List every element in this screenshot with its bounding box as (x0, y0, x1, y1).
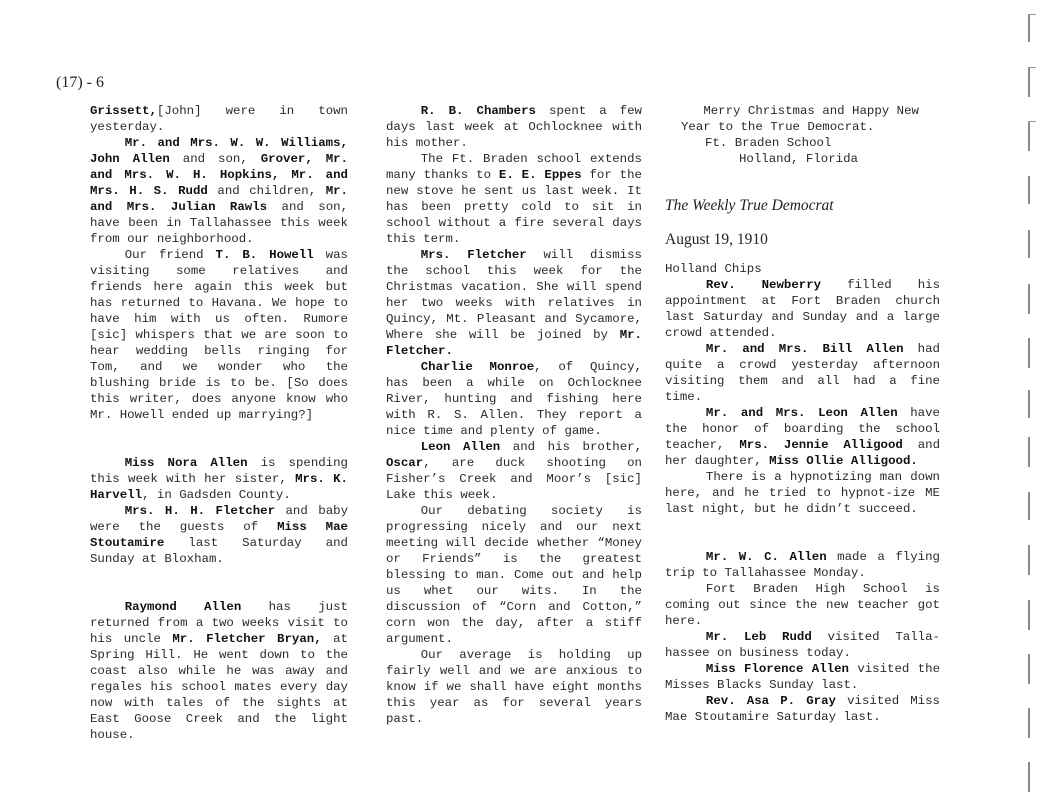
text: Our average is holding up fairly well and we are anxious to know if we shall have eight months this year as for several years past. (386, 648, 642, 726)
text: [John] were in town yesterday. (90, 104, 348, 134)
text: Our debating society is progressing nicely and our next meeting will decide whether “Money or Friends” is the greatest blessing to man. Come out and help us whet our wits. In the discussion of “Corn and Cotton,” corn won the day, after a stiff argument. (386, 504, 642, 646)
paragraph (665, 549, 940, 581)
text: was visiting some relatives and friends here again this week but has returned to Havana. We hope to have him with us often. Rumore [sic] whispers that we are soon to hear wedding bells ringing for Tom, and we wonder who the blushing bride is to be. [So does this writer, does anyone know who Mr. Howell ended up marrying?] (90, 248, 348, 422)
bold-name: Charlie Monroe (420, 360, 535, 374)
column-1 (90, 103, 348, 743)
binder-mark (1028, 14, 1030, 42)
column-3 (665, 103, 940, 725)
paragraph (386, 103, 642, 151)
paragraph (665, 277, 940, 341)
text: for the new stove he sent us last week. It has been pretty cold to sit in school without a fire several days this term. (386, 168, 642, 246)
bold-name: Mr. W. C. Allen (705, 550, 827, 564)
text: had quite a crowd yesterday afternoon visiting them and all had a fine time. (665, 342, 940, 404)
bold-name: Miss Nora Allen (124, 456, 248, 470)
bold-name: Rev. Asa P. Gray (705, 694, 836, 708)
binder-mark (1028, 762, 1030, 792)
paragraph (665, 405, 940, 469)
text: and his brother, (500, 440, 643, 454)
bold-name: Oscar (386, 456, 424, 470)
bold-name: R. B. Chambers (420, 104, 536, 118)
paragraph (665, 661, 940, 693)
section-heading: Holland Chips (665, 262, 762, 276)
text: filled his appointment at Fort Braden church last Saturday and Sunday and a large crowd attended. (665, 278, 940, 340)
publication-title: The Weekly True Democrat (665, 197, 834, 214)
bold-name: Mr. Leb Rudd (705, 630, 812, 644)
bold-name: Miss Mae Stoutamire (90, 520, 348, 550)
paragraph (386, 503, 642, 647)
text: There is a hypnotizing man down here, and he tried to hypnot-ize ME last night, but he didn’t succeed. (665, 470, 940, 516)
text: and her daughter, (665, 438, 941, 468)
text: is spending this week with her sister, (90, 456, 348, 486)
bold-name: Mr. and Mrs. Leon Allen (705, 406, 898, 420)
bold-name: Mrs. H. H. Fletcher (124, 504, 276, 518)
text: will dismiss the school this week for the Christmas vacation. She will spend her two weeks with relatives in Quincy, Mt. Pleasant and Sycamore, Where she will be joined by (386, 248, 642, 342)
binder-mark (1028, 545, 1030, 575)
binder-mark (1028, 708, 1030, 738)
paragraph (386, 151, 642, 247)
bold-name: Mr. Fletcher. (386, 328, 642, 358)
bold-name: Mr. Fletcher Bryan, (172, 632, 322, 646)
bold-name: Grissett, (90, 104, 157, 118)
bold-name: John Allen (90, 152, 170, 166)
signature-school: Ft. Braden School (705, 136, 832, 150)
paragraph (90, 455, 348, 503)
bold-name: Miss Ollie Alligood. (769, 454, 918, 468)
bold-name: Mrs. Jennie Alligood (739, 438, 903, 452)
bold-name: Mr. and Mrs. Bill Allen (705, 342, 904, 356)
text: and children, (207, 184, 326, 198)
binder-mark (1028, 654, 1030, 684)
text: visited the Misses Blacks Sunday last. (665, 662, 941, 692)
bold-name: Grover, Mr. and Mrs. W. H. Hopkins, Mr. and Mrs. H. S. Rudd (90, 152, 349, 198)
text: have the honor of boarding the school teacher, (665, 406, 940, 452)
page-number: (17) - 6 (56, 74, 104, 91)
binder-mark (1028, 390, 1030, 418)
bold-name: Raymond Allen (124, 600, 242, 614)
paragraph (386, 359, 642, 439)
bold-name: Leon Allen (420, 440, 501, 454)
paragraph (90, 503, 348, 567)
paragraph (665, 629, 940, 661)
text: at Spring Hill. He went down to the coast also while he was away and regales his school mates every day now with tales of the sights at East Goose Creek and the light house. (90, 632, 348, 742)
paragraph (665, 693, 940, 725)
binder-mark (1028, 67, 1030, 97)
bold-name: Mr. and Mrs. Julian Rawls (90, 184, 348, 214)
text: visited Miss Mae Stoutamire Saturday last. (665, 694, 940, 724)
text: and son, (169, 152, 261, 166)
greeting: Merry Christmas and Happy New Year to the True Democrat. (681, 104, 919, 134)
paragraph (90, 599, 348, 743)
text: , in Gadsden County. (142, 488, 291, 502)
column-2 (386, 103, 642, 727)
binder-mark (1028, 176, 1030, 204)
text: The Ft. Braden school extends many thanks to (386, 152, 642, 182)
binder-mark (1028, 230, 1030, 258)
binder-mark (1028, 284, 1030, 314)
paragraph (665, 581, 940, 629)
bold-name: Rev. Newberry (705, 278, 822, 292)
bold-name: Mrs. K. Harvell (90, 472, 348, 502)
binder-mark (1028, 338, 1030, 368)
paragraph (386, 647, 642, 727)
paragraph (665, 469, 940, 517)
paragraph (90, 103, 348, 135)
paragraph (90, 135, 348, 247)
text: Our friend (124, 248, 216, 262)
text: Fort Braden High School is coming out since the new teacher got here. (665, 582, 940, 628)
paragraph (90, 247, 348, 423)
text: made a flying trip to Tallahassee Monday. (665, 550, 940, 580)
signature-place: Holland, Florida (739, 152, 858, 166)
bold-name: T. B. Howell (215, 248, 314, 262)
bold-name: E. E. Eppes (498, 168, 582, 182)
binder-mark (1028, 492, 1030, 520)
text: spent a few days last week at Ochlocknee with his mother. (386, 104, 642, 150)
paragraph (386, 439, 642, 503)
bold-name: Miss Florence Allen (705, 662, 849, 676)
binder-mark (1028, 121, 1030, 151)
bold-name: Mr. and Mrs. W. W. Williams, (124, 136, 348, 150)
publication-date: August 19, 1910 (665, 231, 768, 248)
text: , of Quincy, has been a while on Ochlocknee River, hunting and fishing here with R. S. Allen. They report a nice time and plenty of game. (386, 360, 642, 438)
paragraph (386, 247, 642, 359)
bold-name: Mrs. Fletcher (420, 248, 527, 262)
binder-mark (1028, 437, 1030, 467)
paragraph (665, 341, 940, 405)
text: and son, have been in Tallahassee this week from our neighborhood. (90, 200, 348, 246)
text: has just returned from a two weeks visit to his uncle (90, 600, 348, 646)
text: and baby were the guests of (90, 504, 348, 534)
text: , are duck shooting on Fisher’s Creek and Moor’s [sic] Lake this week. (386, 456, 642, 502)
binder-mark (1028, 600, 1030, 630)
text: visited Talla-hassee on business today. (665, 630, 940, 660)
text: last Saturday and Sunday at Bloxham. (90, 536, 348, 566)
